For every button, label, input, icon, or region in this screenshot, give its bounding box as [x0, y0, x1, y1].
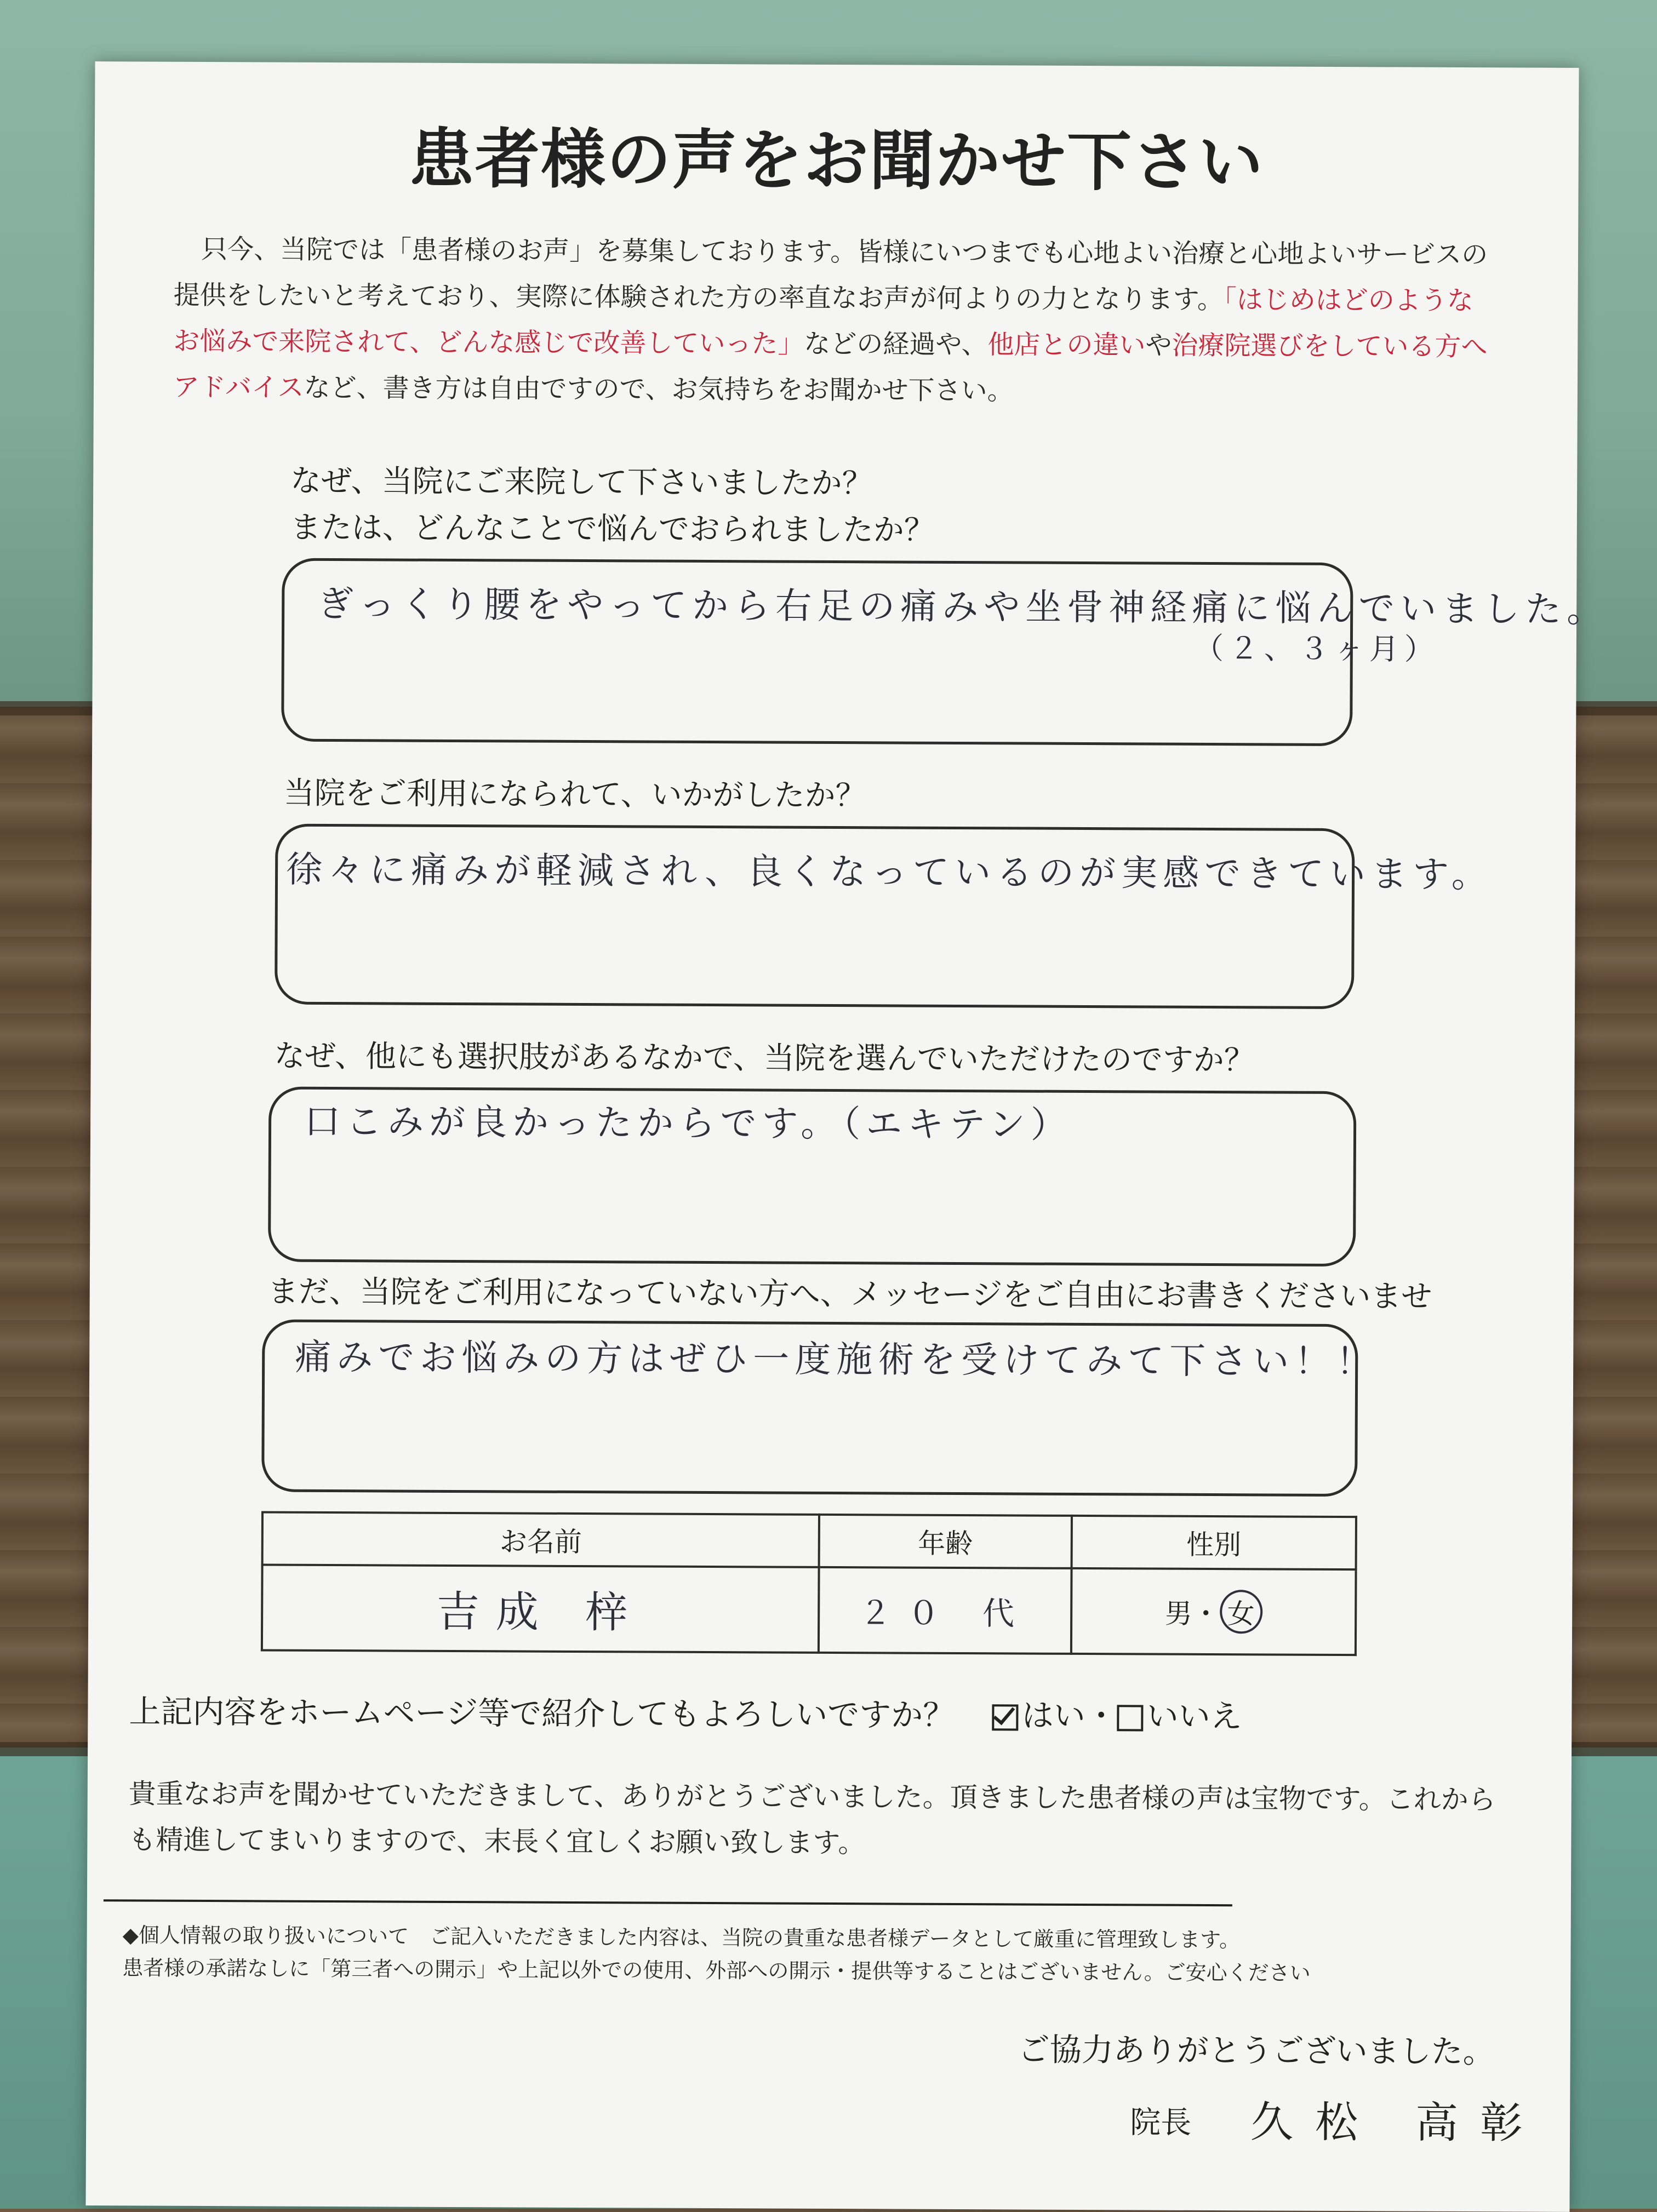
gender-field[interactable]	[1071, 1568, 1356, 1655]
intro-highlight-3: 治療院選びをしている方へアドバイス	[173, 330, 1488, 403]
gender-header: 性別	[1072, 1516, 1356, 1569]
name-value: 吉成 梓	[436, 1587, 644, 1638]
gender-female-option-circled[interactable]: 女	[1220, 1590, 1262, 1634]
consent-no-label: いいえ	[1146, 1697, 1242, 1735]
gender-separator: ・	[1192, 1597, 1220, 1630]
age-field[interactable]	[819, 1567, 1072, 1654]
question-1-line2: または、どんなことで悩んでおられましたか？	[290, 509, 935, 548]
intro-text-4: など、書き方は自由ですので、お気持ちをお聞かせ下さい。	[304, 372, 1014, 406]
answer-3-text: 口こみが良かったからです。（エキテン）	[304, 1100, 1073, 1146]
name-field[interactable]	[262, 1565, 819, 1652]
consent-no-option[interactable]	[1117, 1697, 1242, 1735]
consent-question: 上記内容をホームページ等で紹介してもよろしいですか？	[129, 1693, 955, 1734]
intro-highlight-2: 他店との違い	[987, 329, 1146, 361]
question-4: まだ、当院をご利用になっていない方へ、メッセージをご自由にお書きくださいませ	[267, 1274, 1432, 1315]
consent-yes-option[interactable]	[992, 1697, 1085, 1734]
consent-yes-label: はい	[1021, 1697, 1085, 1735]
privacy-line-2: 患者様の承諾なしに「第三者への開示」や上記以外での使用、外部への開示・提供等することはございません。ご安心ください	[122, 1956, 1311, 1985]
privacy-line-1: ◆個人情報の取り扱いについて ご記入いただきました内容は、当院の貴重な患者様データとして厳重に管理致します。	[122, 1923, 1241, 1952]
answer-4-text: 痛みでお悩みの方はぜひ一度施術を受けてみて下さい！！	[295, 1336, 1378, 1383]
intro-text-2: などの経過や、	[804, 328, 988, 360]
signature-name: 久松 高彰	[1250, 2098, 1545, 2148]
checkbox-checked-icon[interactable]	[992, 1704, 1019, 1730]
intro-text-3: や	[1145, 330, 1172, 361]
question-1-line1: なぜ、当院にご来院して下さいましたか？	[290, 463, 873, 502]
gender-male-option[interactable]: 男	[1164, 1597, 1192, 1630]
checkbox-unchecked-icon[interactable]	[1117, 1705, 1144, 1731]
intro-paragraph	[173, 226, 1500, 416]
page-title: 患者様の声をお聞かせ下さい	[409, 121, 1265, 200]
divider-line	[104, 1899, 1232, 1906]
answer-1-note: （２、３ヶ月）	[1193, 631, 1440, 667]
answer-1-text: ぎっくり腰をやってから右足の痛みや坐骨神経痛に悩んでいました。	[317, 582, 1609, 631]
consent-separator: ・	[1085, 1697, 1117, 1735]
signature-title: 院長	[1130, 2105, 1192, 2141]
age-header: 年齢	[819, 1515, 1072, 1568]
name-header: お名前	[262, 1512, 819, 1567]
answer-2-text: 徐々に痛みが軽減され、良くなっているのが実感できています。	[285, 848, 1493, 896]
age-value: ２０ 代	[859, 1594, 1031, 1632]
thanks-paragraph: 貴重なお声を聞かせていただきまして、ありがとうございました。頂きました患者様の声は宝物です。これからも精進してまいりますので、末長く宜しくお願い致します。	[128, 1778, 1496, 1859]
consent-row	[129, 1686, 1242, 1737]
intro-highlight-1: 「はじめはどのようなお悩みで来院されて、どんな感じで改善していった」	[173, 284, 1473, 359]
question-2: 当院をご利用になられて、いかがしたか？	[283, 775, 866, 814]
intro-text-1: 只今、当院では「患者様のお声」を募集しております。皆様にいつまでも心地よい治療と心地よいサービスの提供をしたいと考えており、実際に体験された方の率直なお声が何よりの力となります。	[173, 233, 1488, 316]
question-3: なぜ、他にも選択肢があるなかで、当院を選んでいただけたのですか？	[274, 1038, 1255, 1079]
patient-info-table	[261, 1511, 1357, 1656]
privacy-notice	[122, 1918, 1492, 1990]
survey-sheet	[85, 61, 1609, 2212]
closing-message: ご協力ありがとうございました。	[1018, 2031, 1495, 2071]
